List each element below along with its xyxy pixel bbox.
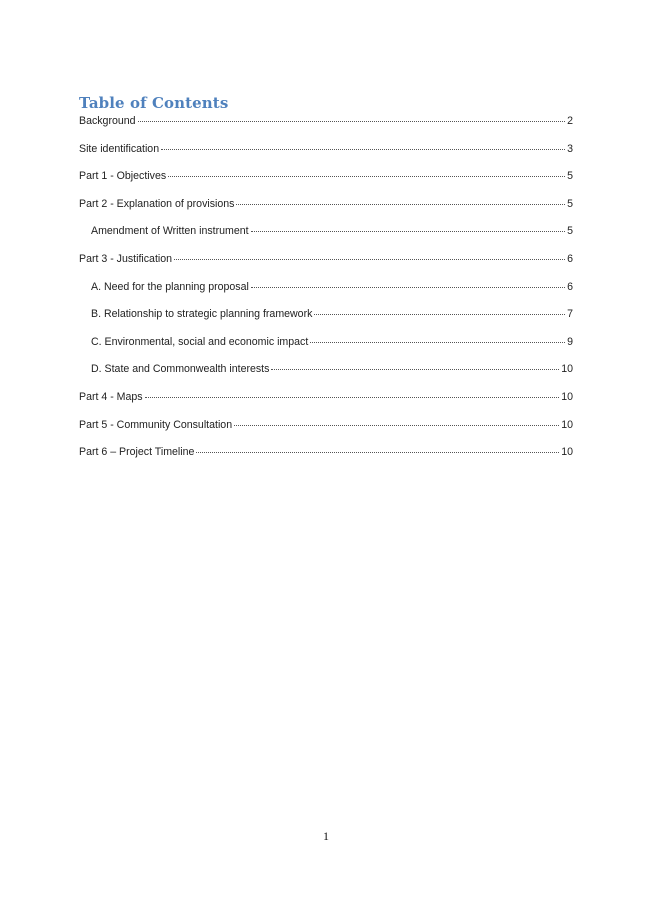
toc-entry-page: 10 bbox=[561, 390, 573, 403]
dot-leader bbox=[251, 231, 565, 232]
toc-entry-label: Part 4 - Maps bbox=[79, 390, 143, 403]
toc-entry-page: 5 bbox=[567, 197, 573, 210]
dot-leader bbox=[196, 452, 559, 453]
toc-entry-page: 10 bbox=[561, 418, 573, 431]
toc-entry-part-5[interactable] bbox=[79, 419, 573, 447]
toc-entry-part-1[interactable] bbox=[79, 170, 573, 198]
toc-entry-part-4[interactable] bbox=[79, 391, 573, 419]
dot-leader bbox=[234, 425, 559, 426]
dot-leader bbox=[145, 397, 560, 398]
toc-entry-page: 10 bbox=[561, 446, 573, 459]
toc-entry-label: Part 1 - Objectives bbox=[79, 170, 167, 183]
dot-leader bbox=[168, 176, 565, 177]
toc-entry-label: D. State and Commonwealth interests bbox=[91, 363, 270, 376]
page-number: 1 bbox=[323, 829, 329, 843]
toc-entry-background[interactable] bbox=[79, 115, 573, 143]
toc-entry-state-commonwealth[interactable] bbox=[79, 363, 573, 391]
toc-entry-label: Background bbox=[79, 115, 136, 127]
toc-entry-site-identification[interactable] bbox=[79, 143, 573, 171]
toc-entry-need[interactable] bbox=[79, 281, 573, 309]
toc-entry-page: 5 bbox=[567, 170, 573, 183]
dot-leader bbox=[251, 287, 565, 288]
toc-entry-page: 10 bbox=[561, 363, 573, 376]
toc-entry-label: A. Need for the planning proposal bbox=[91, 280, 249, 293]
toc-entry-part-2[interactable] bbox=[79, 198, 573, 226]
toc-entry-part-3[interactable] bbox=[79, 253, 573, 281]
toc-entry-page: 9 bbox=[567, 335, 573, 348]
toc-entry-amendment[interactable] bbox=[79, 225, 573, 253]
dot-leader bbox=[271, 369, 559, 370]
toc-entry-label: Part 3 - Justification bbox=[79, 252, 173, 265]
toc-entry-page: 7 bbox=[567, 308, 573, 321]
toc-entry-part-6[interactable] bbox=[79, 446, 573, 474]
toc-entry-page: 6 bbox=[567, 252, 573, 265]
dot-leader bbox=[161, 149, 565, 150]
toc-entry-page: 3 bbox=[567, 142, 573, 155]
toc-heading: Table of Contents bbox=[79, 94, 229, 112]
toc-entry-relationship[interactable] bbox=[79, 308, 573, 336]
toc-entry-label: Amendment of Written instrument bbox=[91, 225, 249, 238]
toc-list bbox=[79, 115, 573, 474]
toc-entry-label: C. Environmental, social and economic impact bbox=[91, 335, 309, 348]
dot-leader bbox=[310, 342, 565, 343]
dot-leader bbox=[236, 204, 565, 205]
toc-entry-page: 2 bbox=[567, 115, 573, 127]
toc-entry-label: Part 6 – Project Timeline bbox=[79, 446, 195, 459]
toc-entry-page: 5 bbox=[567, 225, 573, 238]
toc-entry-page: 6 bbox=[567, 280, 573, 293]
dot-leader bbox=[174, 259, 565, 260]
toc-entry-label: Site identification bbox=[79, 142, 160, 155]
toc-entry-label: B. Relationship to strategic planning framework bbox=[91, 308, 313, 321]
toc-entry-label: Part 2 - Explanation of provisions bbox=[79, 197, 235, 210]
dot-leader bbox=[138, 121, 566, 122]
dot-leader bbox=[314, 314, 565, 315]
toc-entry-label: Part 5 - Community Consultation bbox=[79, 418, 233, 431]
toc-entry-environmental[interactable] bbox=[79, 336, 573, 364]
